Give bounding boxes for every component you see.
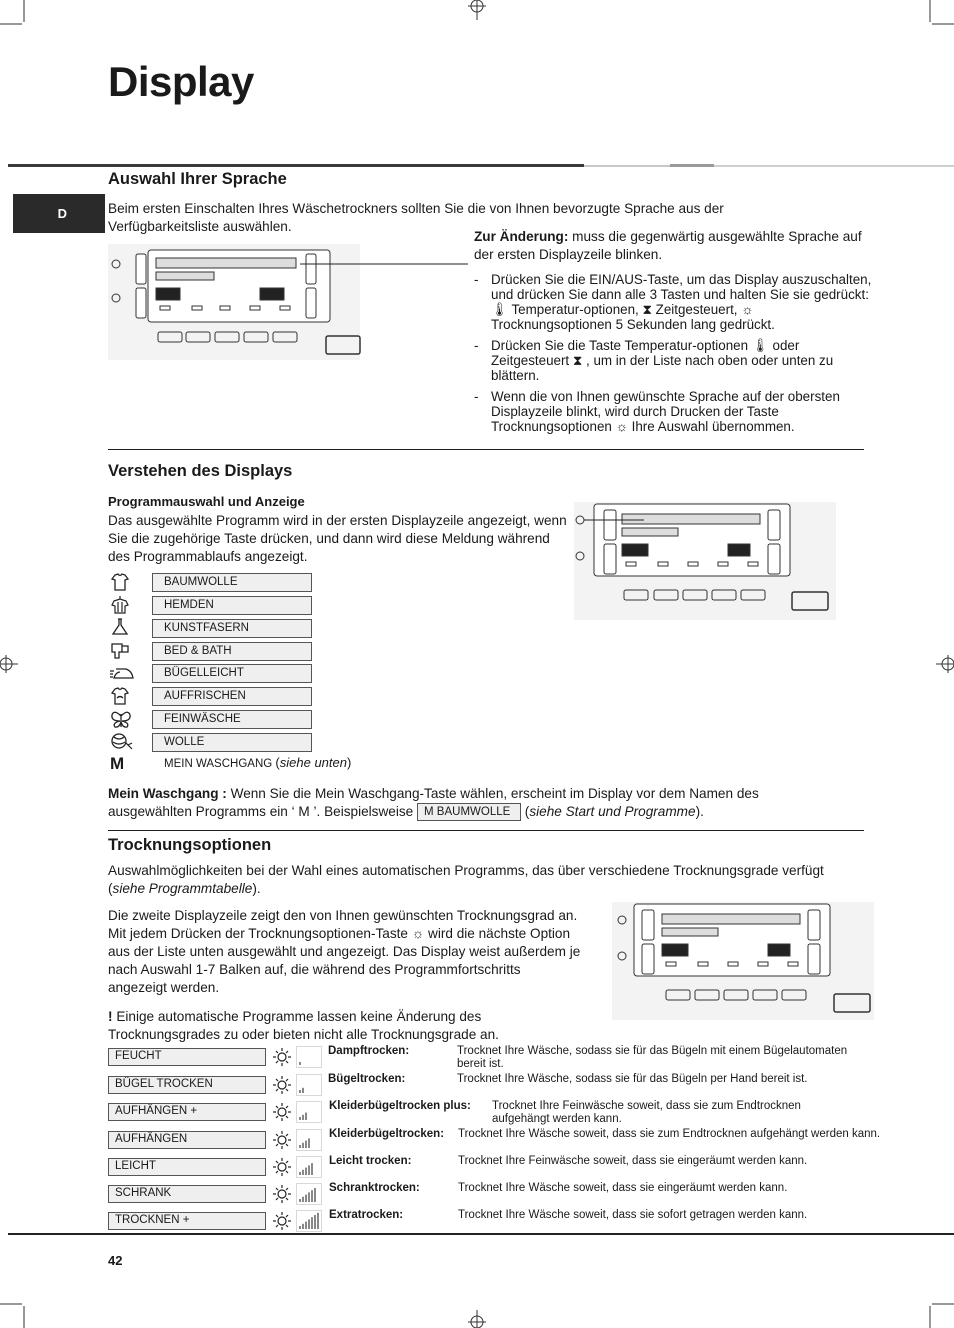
control-panel-illustration-3 (612, 902, 874, 1020)
drying-level-name: Extratrocken: (329, 1209, 404, 1221)
drying-text-2: wird die nächste Option aus der Liste unten ausgewählt und angezeigt. Das Display weist außerdem je nach Auswahl 1-7 Balken auf, die während des Programmfortschritts angezeigt werden. (108, 926, 581, 995)
dryness-bar-indicator (296, 1210, 322, 1232)
dryness-bar (299, 1199, 301, 1202)
dryness-bar-indicator (296, 1156, 322, 1178)
wool-icon (110, 731, 132, 751)
step-1-temp: Temperatur-optionen, (511, 302, 639, 317)
my-cycle-line: MEIN WASCHGANG (siehe unten) (164, 755, 352, 770)
mein-text: Wenn Sie die Mein Waschgang-Taste wählen, erscheint im Display vor dem Namen des ausgewählten Programms ein ‘ M ’. Beispielsweise (108, 786, 759, 819)
drying-level-description: Trocknet Ihre Feinwäsche soweit, dass sie zum Endtrocknen aufgehängt werden kann. (492, 1100, 801, 1125)
shirt-icon (110, 572, 132, 592)
display-subheading: Programmauswahl und Anzeige (108, 494, 305, 509)
program-kunstfasern: KUNSTFASERN (152, 619, 312, 638)
dryness-bar (314, 1188, 316, 1202)
drying-intro-ref: siehe Programmtabelle (112, 881, 253, 896)
mein-waschgang-paragraph: Mein Waschgang : Wenn Sie die Mein Waschgang-Taste wählen, erscheint im Display vor dem Namen des ausgewählten Programms ein ‘ M ’. Beispielsweise M BAUMWOLLE (siehe Start und Programme). (108, 785, 828, 821)
header-rule-gray (584, 165, 670, 167)
drying-level-description: Trocknet Ihre Wäsche soweit, dass sie sofort getragen werden kann. (458, 1209, 808, 1221)
dryness-bar-indicator (296, 1046, 322, 1068)
butterfly-icon (110, 709, 132, 729)
drying-level-name: Kleiderbügeltrocken plus: (329, 1100, 471, 1112)
hourglass-icon: ⧗ (572, 353, 583, 368)
program-buegelleicht: BÜGELLEICHT (152, 664, 312, 683)
dryness-bar (299, 1117, 301, 1120)
header-rule-light (714, 165, 954, 167)
drying-heading: Trocknungsoptionen (108, 836, 272, 854)
section-divider-2 (108, 830, 864, 831)
step-1-timed: Zeitgesteuert, (655, 302, 738, 317)
sun-icon (272, 1047, 292, 1067)
sun-icon: ☼ (615, 419, 628, 434)
header-rule (8, 164, 584, 167)
drying-level-description: Trocknet Ihre Wäsche soweit, dass sie eingeräumt werden kann. (458, 1182, 788, 1194)
language-steps (474, 272, 874, 440)
thermometer-icon: 🌡 (751, 338, 769, 353)
drying-level-box: TROCKNEN + (108, 1212, 266, 1230)
sun-icon: ☼ (741, 302, 754, 317)
change-text: muss die gegenwärtig ausgewählte Sprache auf der ersten Displayzeile blinken. (474, 229, 862, 262)
dryness-bar (305, 1113, 307, 1120)
dryness-bar (305, 1141, 307, 1148)
control-panel-drawing-3 (612, 902, 874, 1020)
sun-icon (272, 1157, 292, 1177)
dryness-bar-indicator (296, 1183, 322, 1205)
sun-icon (272, 1184, 292, 1204)
language-heading: Auswahl Ihrer Sprache (108, 170, 287, 188)
drying-level-box: AUFHÄNGEN (108, 1131, 266, 1149)
towel-icon (110, 640, 132, 660)
step-1 (474, 272, 874, 332)
dryness-bar-indicator (296, 1129, 322, 1151)
step-1-drying: Trocknungsoptionen 5 Sekunden lang gedrückt. (491, 317, 775, 332)
sun-icon (272, 1102, 292, 1122)
dryness-bar-indicator (296, 1074, 322, 1096)
control-panel-illustration-2 (574, 502, 836, 620)
section-divider (108, 449, 864, 450)
dryness-bar (305, 1168, 307, 1175)
drying-text (108, 907, 582, 997)
dryness-bar (299, 1172, 301, 1175)
warning-icon: ! (108, 1009, 113, 1024)
drying-level-box: FEUCHT (108, 1048, 266, 1066)
control-panel-drawing (108, 244, 468, 360)
thermometer-icon: 🌡 (491, 302, 508, 317)
step-1-text: Drücken Sie die EIN/AUS-Taste, um das Display auszuschalten, und drücken Sie dann alle 3 Tasten und halten Sie sie gedrückt: (491, 272, 872, 302)
change-label: Zur Änderung: (474, 229, 569, 244)
shirt-hanger-icon (110, 595, 132, 615)
dryness-bar (308, 1165, 310, 1175)
step-3-end: Ihre Auswahl übernommen. (631, 419, 795, 434)
program-baumwolle: BAUMWOLLE (152, 573, 312, 592)
drying-level-box: SCHRANK (108, 1185, 266, 1203)
step-3 (474, 389, 874, 434)
dryness-bar (305, 1195, 307, 1202)
display-heading: Verstehen des Displays (108, 462, 293, 480)
my-cycle-label: MEIN WASCHGANG (164, 758, 273, 770)
drying-intro-text: Auswahlmöglichkeiten bei der Wahl eines automatischen Programms, das über verschiedene Trocknungsgrade verfügt ( (108, 863, 824, 896)
sun-icon: ☼ (411, 926, 425, 941)
dryness-bar (299, 1062, 301, 1065)
dryness-bar (305, 1222, 307, 1229)
example-box: M BAUMWOLLE (417, 803, 521, 821)
refresh-shirt-icon (110, 686, 132, 706)
dryness-bar (308, 1138, 310, 1148)
step-2 (474, 338, 874, 383)
language-intro: Beim ersten Einschalten Ihres Wäschetrockners sollten Sie die von Ihnen bevorzugte Sprache aus der Verfügbarkeitsliste auswählen. (108, 201, 724, 234)
dryness-bar (308, 1192, 310, 1202)
dryness-bar (302, 1115, 304, 1120)
sun-icon (272, 1130, 292, 1150)
dryness-bar (311, 1163, 313, 1175)
drying-level-box: LEICHT (108, 1158, 266, 1176)
language-tab: D (13, 194, 105, 233)
example-ref: siehe Start und Programme (529, 804, 696, 819)
step-2-end: , um in der Liste nach oben oder unten zu blättern. (491, 353, 834, 383)
dryness-bar (299, 1226, 301, 1229)
drying-warning (108, 1008, 582, 1044)
iron-icon (110, 663, 132, 683)
drying-level-name: Kleiderbügeltrocken: (329, 1128, 445, 1140)
page-number: 42 (108, 1253, 123, 1268)
program-hemden: HEMDEN (152, 596, 312, 615)
header-rule-dark (670, 164, 714, 167)
warning-text: Einige automatische Programme lassen keine Änderung des Trocknungsgrades zu oder bieten nicht alle Trocknungsgrade an. (108, 1009, 499, 1042)
footer-rule (8, 1233, 954, 1235)
control-panel-illustration (108, 244, 468, 360)
dryness-bar (314, 1215, 316, 1229)
dryness-bar (302, 1170, 304, 1175)
change-note (474, 228, 874, 264)
program-feinwaesche: FEINWÄSCHE (152, 710, 312, 729)
display-text: Das ausgewählte Programm wird in der ersten Displayzeile angezeigt, wenn Sie die zugehörige Taste drücken, und dann wird diese Meldung während des Programmablaufs angezeigt. (108, 513, 567, 564)
my-cycle-icon: M (110, 754, 125, 773)
step-2-text: Drücken Sie die Taste Temperatur-optionen (491, 338, 749, 353)
dryness-bar (311, 1217, 313, 1229)
sun-icon (272, 1075, 292, 1095)
dryness-bar (302, 1088, 304, 1093)
drying-intro: Auswahlmöglichkeiten bei der Wahl eines automatischen Programms, das über verschiedene Trocknungsgrade verfügt (siehe Programmtabelle). (108, 863, 824, 896)
drying-level-box: BÜGEL TROCKEN (108, 1076, 266, 1094)
flask-icon (110, 617, 132, 637)
drying-text-1: Die zweite Displayzeile zeigt den von Ihnen gewünschten Trocknungsgrad an. Mit jedem Drücken der Trocknungsoptionen-Taste (108, 908, 578, 941)
drying-level-description: Trocknet Ihre Wäsche, sodass sie für das Bügeln per Hand bereit ist. (457, 1073, 808, 1085)
step-2-or: oder Zeitgesteuert (491, 338, 800, 368)
drying-level-name: Dampftrocken: (328, 1045, 410, 1057)
dryness-bar-indicator (296, 1101, 322, 1123)
mein-label: Mein Waschgang : (108, 786, 227, 801)
dryness-bar (302, 1143, 304, 1148)
step-3-text: Wenn die von Ihnen gewünschte Sprache auf der obersten Displayzeile blinkt, wird durch Drucken der Taste Trocknungsoptionen (491, 389, 840, 434)
dryness-bar (317, 1213, 319, 1229)
drying-level-name: Bügeltrocken: (328, 1073, 406, 1085)
page-title: Display (108, 58, 254, 105)
drying-level-name: Leicht trocken: (329, 1155, 412, 1167)
dryness-bar (308, 1219, 310, 1229)
program-auffrischen: AUFFRISCHEN (152, 687, 312, 706)
sun-icon (272, 1211, 292, 1231)
drying-level-description: Trocknet Ihre Wäsche soweit, dass sie zum Endtrocknen aufgehängt werden kann. (458, 1128, 881, 1140)
drying-level-description: Trocknet Ihre Wäsche, sodass sie für das Bügeln mit einem Bügelautomaten bereit ist. (457, 1045, 848, 1070)
drying-level-description: Trocknet Ihre Feinwäsche soweit, dass sie eingeräumt werden kann. (458, 1155, 808, 1167)
dryness-bar (302, 1197, 304, 1202)
program-wolle: WOLLE (152, 733, 312, 752)
dryness-bar (302, 1224, 304, 1229)
dryness-bar (299, 1090, 301, 1093)
my-cycle-note: siehe unten (279, 755, 347, 770)
program-bed-bath: BED & BATH (152, 642, 312, 661)
dryness-bar (311, 1190, 313, 1202)
drying-level-box: AUFHÄNGEN + (108, 1103, 266, 1121)
drying-level-name: Schranktrocken: (329, 1182, 420, 1194)
hourglass-icon: ⧗ (642, 302, 652, 317)
dryness-bar (299, 1145, 301, 1148)
control-panel-drawing-2 (574, 502, 836, 620)
